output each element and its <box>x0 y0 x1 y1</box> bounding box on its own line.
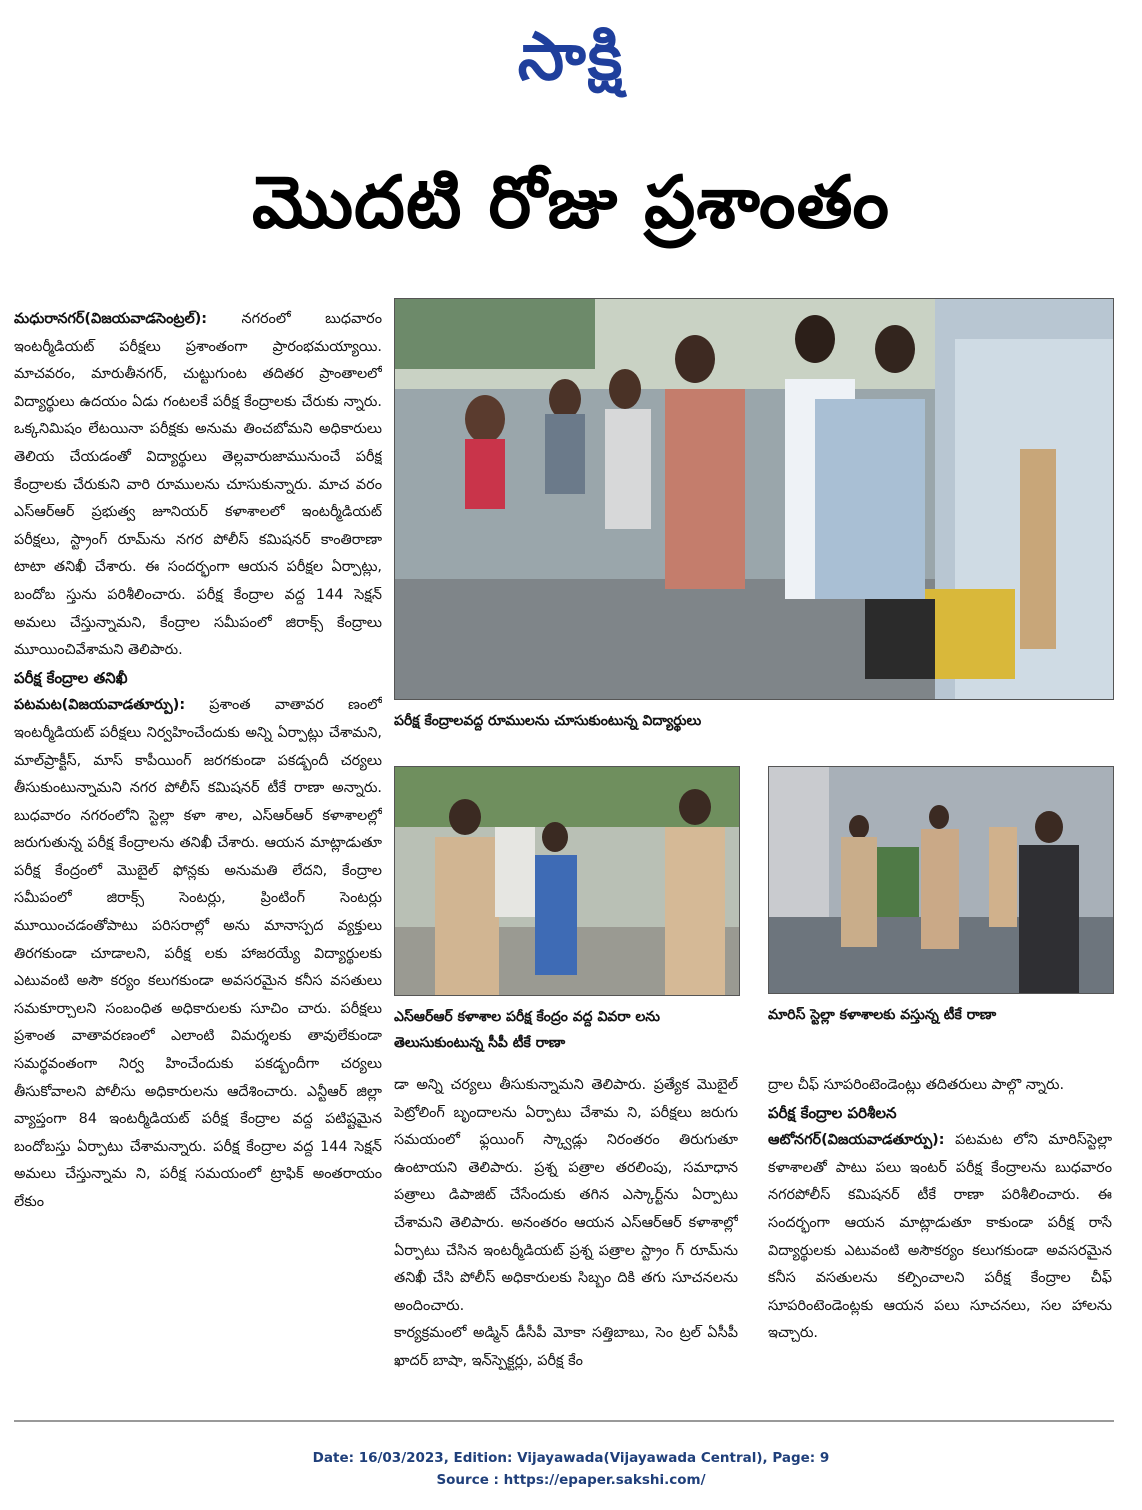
footer-divider <box>14 1420 1114 1422</box>
dateline: మధురానగర్(విజయవాడసెంట్రల్): <box>14 311 208 327</box>
right-column <box>768 1072 1112 1404</box>
subhead-observation: పరీక్ష కేంద్రాల పరిశీలన <box>768 1103 897 1122</box>
right-para-2-text: పటమట లోని మారిస్‌స్టెల్లా కళాశాలతో పాటు పలు ఇంటర్ పరీక్ష కేంద్రాలను బుధవారం నగరపోలీస్ కమిషనర్ టీకే రాణా పరిశీలించారు. ఈ సందర్భంగా ఆయన మాట్లాడుతూ కాకుండా పరీక్ష రాసే విద్యార్థులకు ఎటువంటి అసౌకర్యం కలుగకుండా అవసరమైన కనీస వసతులను కల్పించాలని పరీక్ష కేంద్రాల చీఫ్ సూపరింటెండెంట్లకు ఆయన పలు సూచనలు, సల హాలను ఇచ్చారు. <box>768 1132 1112 1342</box>
photo-3-image <box>769 767 1113 993</box>
middle-para-2: కార్యక్రమంలో అడ్మిన్ డీసీపీ మోకా సత్తిబాబు, సెం ట్రల్ ఏసీపీ ఖాదర్ బాషా, ఇన్‌స్పెక్టర్లు, పరీక్ష కేం <box>394 1325 738 1369</box>
right-para-1: ద్రాల చీఫ్ సూపరింటెండెంట్లు తదితరులు పాల్గొ న్నారు. <box>768 1077 1065 1093</box>
subhead-inspection: పరీక్ష కేంద్రాల తనిఖీ <box>14 668 128 687</box>
photo-1-caption: పరీక్ష కేంద్రాలవద్ద రూములను చూసుకుంటున్న విద్యార్థులు <box>394 713 702 729</box>
photo-2-caption: ఎస్ఆర్ఆర్ కళాశాల పరీక్ష కేంద్రం వద్ద వివరా లను తెలుసుకుంటున్న సీపీ టీకే రాణా <box>394 1009 660 1051</box>
left-para-1-text: నగరంలో బుధవారం ఇంటర్మీడియట్ పరీక్షలు ప్రశాంతంగా ప్రారంభమయ్యాయి. మాచవరం, మారుతీనగర్, చుట్టుగుంట తదితర ప్రాంతాలలో విద్యార్థులు ఉదయం ఏడు గంటలకే పరీక్ష కేంద్రాలకు చేరుకు న్నారు. ఒక్కనిమిషం లేటయినా పరీక్షకు అనుమ తించబోమని అధికారులు తెలియ చేయడంతో విద్యార్థులు తెల్లవారుజామునుంచే పరీక్ష కేంద్రాలకు చేరుకుని వారి రూములను చూసుకున్నారు. మాచ వరం ఎస్ఆర్ఆర్ ప్రభుత్వ జూనియర్ కళాశాలలో ఇంటర్మీడియట్ పరీక్షలు, స్ట్రాంగ్ రూమ్‌ను నగర పోలీస్ కమిషనర్ కాంతిరాణా టాటా తనిఖీ చేశారు. ఈ సందర్భంగా ఆయన పరీక్షల ఏర్పాట్లు, బందోబ స్తును పరిశీలించారు. పరీక్ష కేంద్రాల వద్ద 144 సెక్షన్ అమలు చేస్తున్నామని, కేంద్రాల సమీపంలో జిరాక్స్ కేంద్రాలు మూయించివేశామని తెలిపారు. <box>14 311 382 659</box>
headline: మొదటి రోజు ప్రశాంతం <box>251 160 891 244</box>
left-para-2-text: ప్రశాంత వాతావర ణంలో ఇంటర్మీడియట్ పరీక్షలు నిర్వహించేందుకు అన్ని ఏర్పాట్లు చేశామని, మాల్‌ప్రాక్టీస్, మాస్ కాపీయింగ్ జరగకుండా పకడ్బందీ చర్యలు తీసుకుంటున్నామని నగర పోలీస్ కమిషనర్ టీకే రాణా అన్నారు. బుధవారం నగరంలోని స్టెల్లా కళా శాల, ఎస్ఆర్ఆర్ కళాశాలల్లో జరుగుతున్న పరీక్ష కేంద్రాలను తనిఖీ చేశారు. ఆయన మాట్లాడుతూ పరీక్ష కేంద్రంలో మొబైల్ ఫోన్లకు అనుమతి లేదని, కేంద్రాల సమీపంలో జిరాక్స్ సెంటర్లు, ప్రింటింగ్ సెంటర్లు మూయించడంతోపాటు పరిసరాల్లో అను మానాస్పద వ్యక్తులు తిరగకుండా చూడాలని, పరీక్ష లకు హాజరయ్యే విద్యార్థులకు ఎటువంటి అసౌ కర్యం కలుగకుండా అవసరమైన కనీస వసతులు సమకూర్చాలని సంబంధిత అధికారులకు సూచిం చారు. పరీక్షలు ప్రశాంత వాతావరణంలో ఎలాంటి విమర్శలకు తావులేకుండా సమర్థవంతంగా నిర్వ హించేందుకు పకడ్బందీగా చర్యలు తీసుకోవాలని పోలీసు అధికారులను ఆదేశించారు. ఎన్టీఆర్ జిల్లా వ్యాప్తంగా 84 ఇంటర్మీడియట్ పరీక్ష కేంద్రాల వద్ద పటిష్టమైన బందోబస్తు ఏర్పాటు చేశామన్నారు. పరీక్ష కేంద్రాల వద్ద 144 సెక్షన్ అమలు చేస్తున్నామ ని, పరీక్ష సమయంలో ట్రాఫిక్ అంతరాయం లేకుం <box>14 697 382 1210</box>
middle-para-1: డా అన్ని చర్యలు తీసుకున్నామని తెలిపారు. ప్రత్యేక మొబైల్ పెట్రోలింగ్ బృందాలను ఏర్పాటు చేశామ ని, పరీక్షలు జరుగు సమయంలో ఫ్లయింగ్ స్క్వాడ్లు నిరంతరం తిరుగుతూ ఉంటాయని తెలిపారు. ప్రశ్న పత్రాల తరలింపు, సమాధాన పత్రాలు డిపాజిట్ చేసేందుకు తగిన ఎస్కార్ట్‌ను ఏర్పాటు చేశామని తెలిపారు. అనంతరం ఆయన ఎస్ఆర్ఆర్ కళాశాల్లో ఏర్పాటు చేసిన ఇంటర్మీడియట్ ప్రశ్న పత్రాల స్ట్రాం గ్ రూమ్‌ను తనిఖీ చేసి పోలీస్ అధికారులకు సిబ్బం దికి తగు సూచనలను అందించారు. <box>394 1077 738 1314</box>
footer-source: Source : https://epaper.sakshi.com/ <box>436 1472 706 1488</box>
photo-1-image <box>395 299 1113 699</box>
right-dateline: ఆటోనగర్(విజయవాడతూర్పు): <box>768 1132 945 1149</box>
left-column <box>14 306 382 1404</box>
dateline-2: పటమట(విజయవాడతూర్పు): <box>14 697 186 714</box>
photo-2-image <box>395 767 739 995</box>
footer-date-edition: Date: 16/03/2023, Edition: Vijayawada(Vijayawada Central), Page: 9 <box>312 1450 830 1466</box>
photo-3-caption: మారిస్ స్టెల్లా కళాశాలకు వస్తున్న టీకే రాణా <box>768 1007 997 1023</box>
middle-column <box>394 1072 738 1404</box>
right-para-2 <box>768 1127 1112 1348</box>
photo-cp-at-maris-stella <box>768 766 1114 994</box>
photo-cp-at-srr-college <box>394 766 740 996</box>
left-para-1 <box>14 306 382 665</box>
masthead-logo: సాక్షి <box>517 18 625 95</box>
photo-students-checking-rooms <box>394 298 1114 700</box>
left-para-2 <box>14 692 382 1216</box>
